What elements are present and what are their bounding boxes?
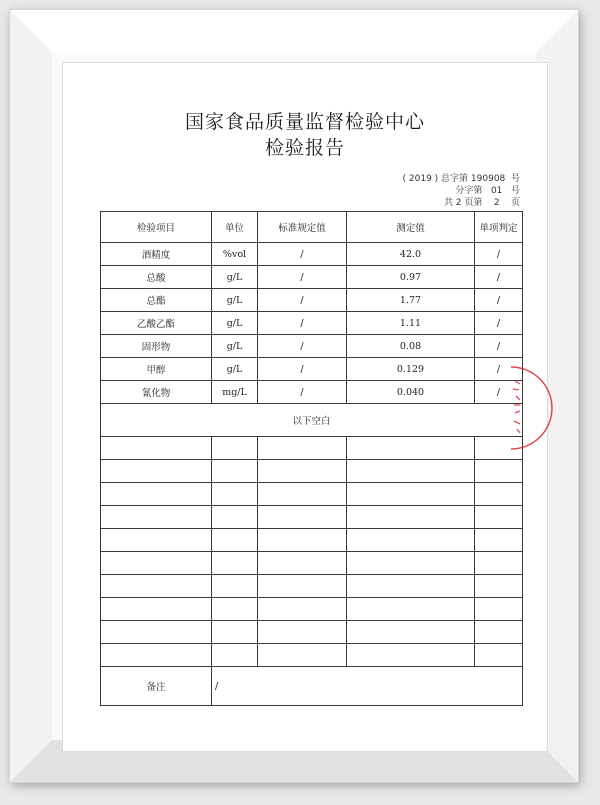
row-verdict: / <box>475 266 523 289</box>
row-standard: / <box>258 358 347 381</box>
header-item: 检验项目 <box>101 212 212 243</box>
row-verdict: / <box>475 243 523 266</box>
empty-row <box>101 552 523 575</box>
row-standard: / <box>258 312 347 335</box>
row-value: 0.040 <box>347 381 475 404</box>
row-value: 42.0 <box>347 243 475 266</box>
remark-value: / <box>212 667 523 706</box>
remark-row <box>101 667 523 706</box>
table-row <box>101 312 523 335</box>
row-standard: / <box>258 289 347 312</box>
row-standard: / <box>258 335 347 358</box>
empty-row <box>101 437 523 460</box>
row-value: 1.77 <box>347 289 475 312</box>
page-info: 共 2 页第 2 页 <box>443 198 520 208</box>
row-value: 0.08 <box>347 335 475 358</box>
row-unit: g/L <box>212 266 258 289</box>
row-standard: / <box>258 243 347 266</box>
empty-row <box>101 483 523 506</box>
document-frame <box>10 10 578 782</box>
table-row <box>101 266 523 289</box>
table-row <box>101 381 523 404</box>
row-unit: g/L <box>212 358 258 381</box>
row-unit: %vol <box>212 243 258 266</box>
row-item: 氰化物 <box>101 381 212 404</box>
row-unit: g/L <box>212 289 258 312</box>
row-unit: g/L <box>212 312 258 335</box>
report-page <box>62 62 548 752</box>
row-item: 甲醇 <box>101 358 212 381</box>
row-verdict: / <box>475 358 523 381</box>
empty-row <box>101 506 523 529</box>
row-item: 总酯 <box>101 289 212 312</box>
row-verdict: / <box>475 381 523 404</box>
header-value: 测定值 <box>347 212 475 243</box>
row-verdict: / <box>475 289 523 312</box>
row-value: 1.11 <box>347 312 475 335</box>
table-row <box>101 358 523 381</box>
header-unit: 单位 <box>212 212 258 243</box>
empty-row <box>101 460 523 483</box>
sub-number: 分字第 01 号 <box>455 186 520 196</box>
row-standard: / <box>258 266 347 289</box>
frame-bevel-top <box>10 10 578 52</box>
empty-row <box>101 575 523 598</box>
row-item: 总酸 <box>101 266 212 289</box>
blank-note: 以下空白 <box>101 404 523 437</box>
results-table <box>100 211 523 706</box>
report-title: 国家食品质量监督检验中心 <box>184 111 425 133</box>
remark-label: 备注 <box>101 667 212 706</box>
row-standard: / <box>258 381 347 404</box>
report-number: ( 2019 ) 总字第 190908 号 <box>402 174 520 184</box>
header-verdict: 单项判定 <box>475 212 523 243</box>
report-subtitle: 检验报告 <box>264 137 345 159</box>
header-standard: 标准规定值 <box>258 212 347 243</box>
table-header-row <box>101 212 523 243</box>
row-item: 酒精度 <box>101 243 212 266</box>
row-unit: mg/L <box>212 381 258 404</box>
blank-note-row <box>101 404 523 437</box>
row-value: 0.97 <box>347 266 475 289</box>
row-unit: g/L <box>212 335 258 358</box>
table-row <box>101 289 523 312</box>
table-row <box>101 243 523 266</box>
empty-row <box>101 644 523 667</box>
table-row <box>101 335 523 358</box>
row-verdict: / <box>475 312 523 335</box>
frame-bevel-left <box>10 10 52 782</box>
empty-row <box>101 598 523 621</box>
empty-row <box>101 529 523 552</box>
red-seal-stamp <box>501 363 555 453</box>
row-item: 乙酸乙酯 <box>101 312 212 335</box>
row-value: 0.129 <box>347 358 475 381</box>
row-verdict: / <box>475 335 523 358</box>
empty-row <box>101 621 523 644</box>
row-item: 固形物 <box>101 335 212 358</box>
